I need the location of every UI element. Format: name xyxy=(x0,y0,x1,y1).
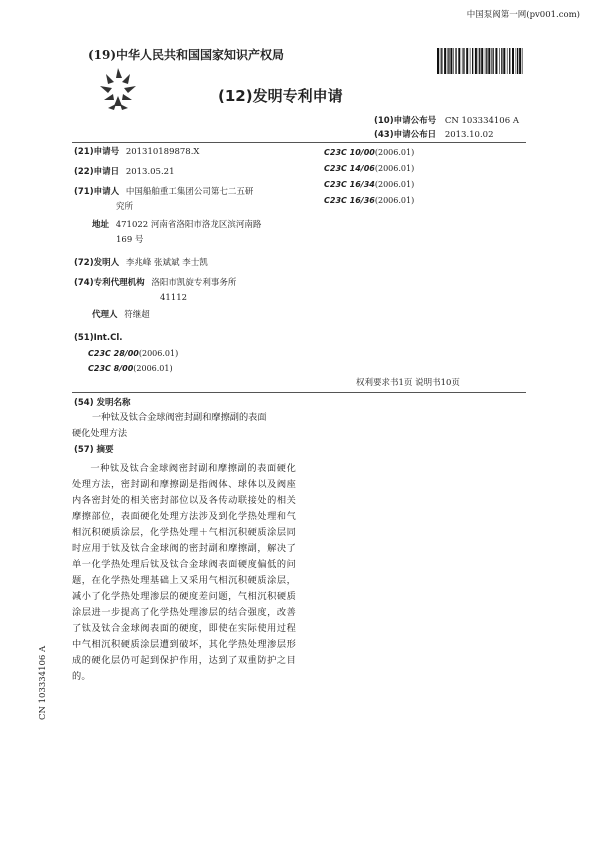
ipc-version: (2006.01) xyxy=(374,148,415,157)
applicant-name-cont: 究所 xyxy=(116,202,134,212)
patent-office-logo-icon xyxy=(96,66,140,112)
publication-date: 2013.10.02 xyxy=(444,130,494,140)
application-number: 201310189878.X xyxy=(125,147,200,157)
ipc-version: (2006.01) xyxy=(138,349,179,358)
office-name: (19)中华人民共和国国家知识产权局 xyxy=(88,48,285,62)
barcode-image xyxy=(437,48,525,74)
ipc-version: (2006.01) xyxy=(374,180,415,189)
publication-number-row xyxy=(374,114,519,126)
ipc-code: C23C 16/34 xyxy=(324,180,375,189)
ipc-right-1 xyxy=(324,145,414,160)
agency-label: (74)专利代理机构 xyxy=(74,278,145,288)
ipc-code: C23C 14/06 xyxy=(324,164,375,173)
invention-title-cont: 硬化处理方法 xyxy=(72,428,128,439)
agent-row xyxy=(92,308,150,323)
ipc-code: C23C 8/00 xyxy=(88,364,134,373)
publication-number-label: (10)申请公布号 xyxy=(374,116,437,126)
address-cont: 169 号 xyxy=(116,235,144,245)
agent-name: 符继超 xyxy=(124,310,150,320)
application-number-row xyxy=(74,145,199,160)
invention-title: 一种钛及钛合金球阀密封副和摩擦副的表面 xyxy=(92,412,267,423)
inventors: 李兆峰 张斌斌 李士凯 xyxy=(125,258,208,268)
application-number-label: (21)申请号 xyxy=(74,147,120,157)
body-divider xyxy=(72,392,526,393)
int-cl-label: (51)Int.Cl. xyxy=(74,333,123,343)
address: 471022 河南省洛阳市洛龙区滨河南路 xyxy=(115,220,262,230)
top-reference: 中国泵阀第一网(pv001.com) xyxy=(466,10,580,20)
ipc-left-1 xyxy=(88,346,178,361)
filing-date: 2013.05.21 xyxy=(125,167,175,177)
inventors-row xyxy=(74,256,208,271)
ipc-code: C23C 16/36 xyxy=(324,196,375,205)
applicant-name: 中国船舶重工集团公司第七二五研 xyxy=(125,187,254,197)
invention-title-label xyxy=(74,396,131,411)
ipc-version: (2006.01) xyxy=(374,164,415,173)
abstract-text: 一种钛及钛合金球阀密封副和摩擦副的表面硬化处理方法，密封副和摩擦副是指阀体、球体以及阀座内各密封处的相关密封部位以及各传动联接处的相关摩擦部位，表面硬化处理方法涉及到化学热处理和气相沉积硬质涂层，化学热处理＋气相沉积硬质涂层同时应用于钛及钛合金球阀的密封副和摩擦副，解决了单一化学热处理后钛及钛合金球阀表面硬度偏低的问题，在化学热处理基础上又采用气相沉积硬质涂层，减小了化学热处理渗层的硬度差问题，气相沉积硬质涂层进一步提高了化学热处理渗层的结合强度，改善了钛及钛合金球阀表面的硬度，即使在实际使用过程中气相沉积硬质涂层遭到破坏，其化学热处理渗层形成的硬化层仍可起到保护作用，达到了双重防护之目的。 xyxy=(72,463,296,682)
publication-date-row xyxy=(374,128,493,140)
ipc-right-2 xyxy=(324,161,414,176)
agency-code: 41112 xyxy=(160,293,188,303)
ipc-code: C23C 28/00 xyxy=(88,349,139,358)
filing-date-row xyxy=(74,165,174,180)
address-label: 地址 xyxy=(92,220,110,230)
publication-date-label: (43)申请公布日 xyxy=(374,130,437,140)
abstract-label xyxy=(74,443,114,458)
int-cl-row xyxy=(74,331,123,346)
filing-date-label: (22)申请日 xyxy=(74,167,120,177)
section-label: (57) 摘要 xyxy=(74,445,114,455)
ipc-right-4 xyxy=(324,193,414,208)
ipc-right-3 xyxy=(324,177,414,192)
agency-name: 洛阳市凯旋专利事务所 xyxy=(151,278,237,288)
address-row xyxy=(92,218,261,233)
ipc-version: (2006.01) xyxy=(133,364,173,373)
header-divider xyxy=(72,142,526,143)
applicant-row xyxy=(74,185,253,200)
ipc-version: (2006.01) xyxy=(374,196,415,205)
agency-row xyxy=(74,276,236,291)
ipc-left-2 xyxy=(88,361,173,376)
agent-label: 代理人 xyxy=(92,310,118,320)
page-count-note: 权利要求书1页 说明书10页 xyxy=(356,378,460,388)
section-label: (54) 发明名称 xyxy=(74,398,131,408)
applicant-label: (71)申请人 xyxy=(74,187,120,197)
inventors-label: (72)发明人 xyxy=(74,258,120,268)
side-publication-number: CN 103334106 A xyxy=(38,645,48,720)
ipc-code: C23C 10/00 xyxy=(324,148,375,157)
publication-number: CN 103334106 A xyxy=(444,116,519,126)
document-title: (12)发明专利申请 xyxy=(218,87,343,105)
